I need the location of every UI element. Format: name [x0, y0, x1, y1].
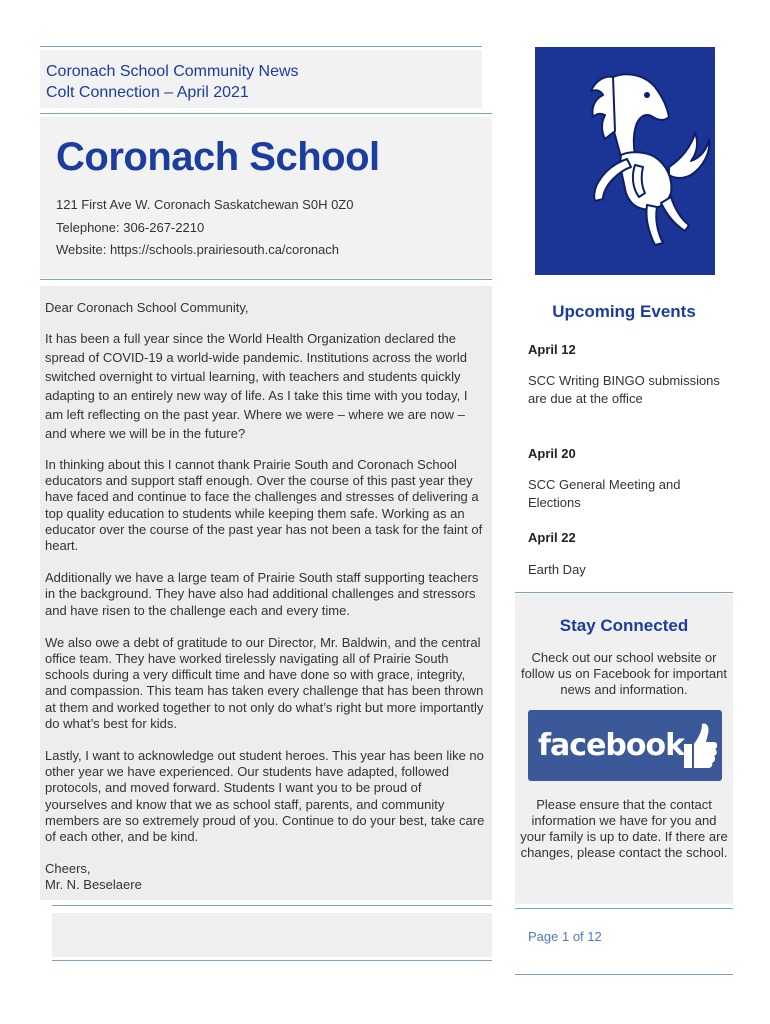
school-website[interactable]: Website: https://schools.prairiesouth.ca/coronach	[56, 242, 340, 257]
newsletter-header	[40, 50, 482, 108]
divider	[52, 960, 492, 961]
event-date: April 22	[528, 530, 576, 545]
divider	[515, 592, 733, 593]
events-title: Upcoming Events	[552, 302, 696, 321]
stay-connected-text: Check out our school website or follow us on Facebook for important news and information.	[521, 650, 727, 697]
letter-greeting: Dear Coronach School Community,	[45, 300, 249, 315]
letter-paragraph: It has been a full year since the World Health Organization declared the spread of COVID-19 a world-wide pandemic. Institutions across the world switched overnight to virtual learning, with teachers and students quickly adapting to an entirely new way of life. As I take this time with you today, I am left reflecting on the past year. Where we were – where we are now – and where we will be in the future?	[45, 331, 468, 441]
page-number: Page 1 of 12	[528, 929, 602, 944]
event-date: April 20	[528, 446, 576, 461]
event-text: SCC Writing BINGO submissions are due at the office	[528, 373, 720, 406]
divider	[40, 46, 482, 47]
divider	[40, 113, 492, 114]
event-text: SCC General Meeting and Elections	[528, 477, 681, 510]
horse-icon	[535, 47, 715, 275]
school-telephone: Telephone: 306-267-2210	[56, 220, 205, 235]
letter-paragraph: Additionally we have a large team of Prairie South staff supporting teachers in the background. They have also had additional challenges and stressors and have risen to the challenge each and every time.	[45, 570, 479, 618]
horse-eye	[644, 92, 650, 98]
footer-panel	[52, 913, 492, 957]
stay-connected-title: Stay Connected	[559, 616, 689, 635]
letter-paragraph: In thinking about this I cannot thank Prairie South and Coronach School educators and support staff enough. Over the course of this past year they have faced and continue to face the challenges and stresses of delivering a top quality education to students while keeping them safe. Working as an educator over the course of the past year has not been a task for the faint of heart.	[45, 457, 483, 554]
facebook-banner[interactable]	[528, 710, 722, 781]
event-date: April 12	[528, 342, 576, 357]
thumbs-up-icon	[678, 720, 718, 772]
divider	[515, 908, 733, 909]
principal-letter	[45, 298, 485, 894]
school-name: Coronach School	[56, 135, 380, 179]
divider	[52, 905, 492, 906]
school-address: 121 First Ave W. Coronach Saskatchewan S0H 0Z0	[56, 197, 354, 212]
colt-horse-logo	[535, 47, 715, 275]
letter-paragraph: We also owe a debt of gratitude to our Director, Mr. Baldwin, and the central office team. They have worked tirelessly navigating all of Prairie South schools during a very difficult time and have done so with grace, integrity, and compassion. This team has taken every challenge that has been thrown at them and worked together to not only do what’s right but more importantly do what’s best for kids.	[45, 634, 484, 731]
event-text: Earth Day	[528, 562, 586, 577]
newsletter-title: Coronach School Community News	[46, 63, 299, 80]
letter-signature: Mr. N. Beselaere	[45, 877, 142, 893]
letter-closing: Cheers,	[45, 861, 91, 877]
letter-paragraph: Lastly, I want to acknowledge out student heroes. This year has been like no other year we have experienced. Our students have adapted, followed protocols, and moved forward. Students I want you to be proud of yourselves and know that we as school staff, parents, and community members are so extremely proud of you. Continue to do your best, take care of each other, and be kind.	[45, 748, 485, 845]
divider	[515, 974, 733, 975]
divider	[40, 279, 492, 280]
newsletter-issue: Colt Connection – April 2021	[46, 84, 249, 101]
contact-update-note: Please ensure that the contact information we have for you and your family is up to date. If there are changes, please contact the school.	[520, 797, 728, 860]
facebook-wordmark: facebook	[538, 728, 685, 763]
